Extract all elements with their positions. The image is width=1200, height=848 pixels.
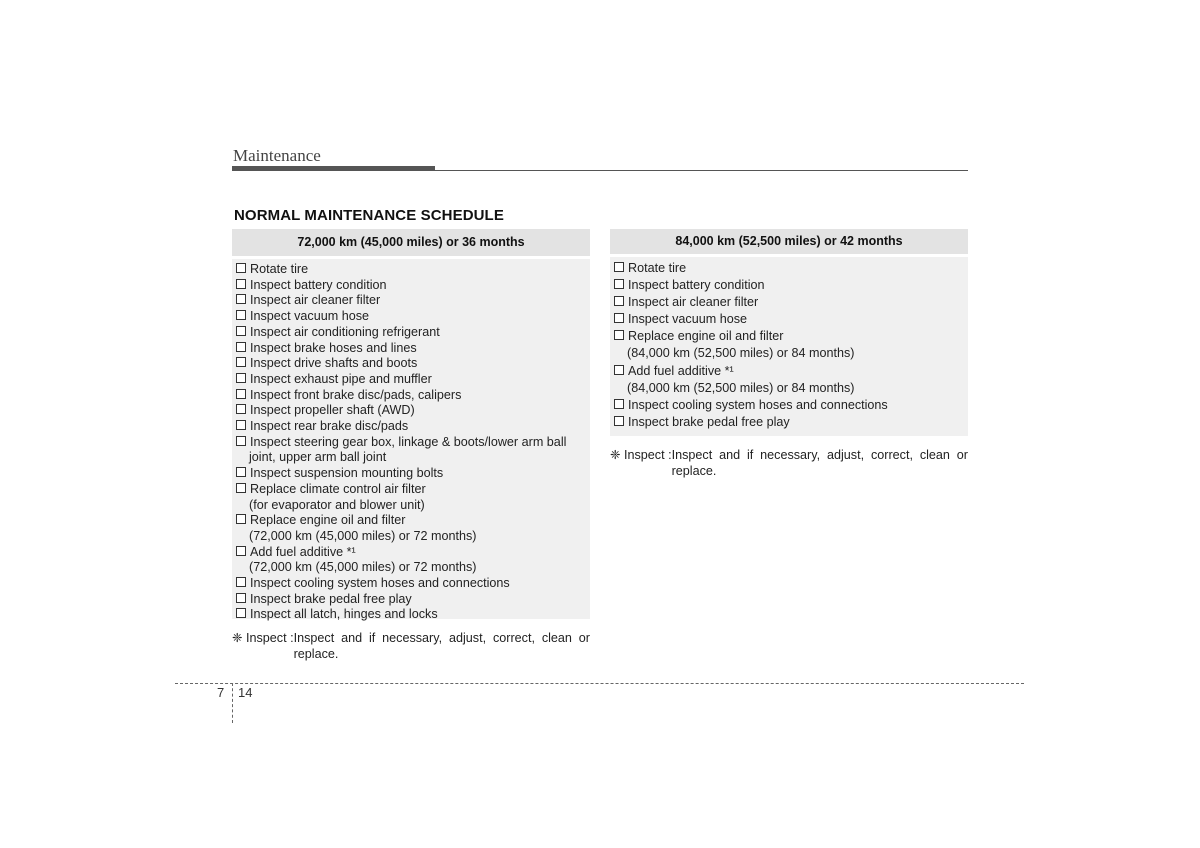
inspect-note — [610, 447, 968, 479]
item-continuation: (72,000 km (45,000 miles) or 72 months) — [249, 560, 477, 575]
checklist-box — [610, 257, 968, 436]
checklist-item: Inspect battery condition — [236, 278, 586, 294]
checkbox-icon — [614, 279, 624, 289]
checklist-box — [232, 259, 590, 622]
checkbox-icon — [236, 467, 246, 477]
checklist-item: Replace engine oil and filter (72,000 km (45,000 miles) or 72 months) — [236, 513, 586, 544]
checkbox-icon — [614, 262, 624, 272]
note-symbol-icon: ❈ — [232, 631, 243, 645]
note-label: Inspect : — [624, 448, 672, 462]
checkbox-icon — [614, 313, 624, 323]
checkbox-icon — [236, 404, 246, 414]
footer-rule — [175, 683, 1024, 684]
checklist-item: Inspect cooling system hoses and connections — [236, 576, 586, 592]
checkbox-icon — [236, 436, 246, 446]
checkbox-icon — [614, 365, 624, 375]
note-text: Inspect and if necessary, adjust, correct, clean or replace. — [671, 448, 968, 478]
footer-divider — [232, 683, 233, 723]
checkbox-icon — [236, 357, 246, 367]
note-symbol-icon: ❈ — [610, 448, 621, 462]
checklist-item: Inspect brake pedal free play — [236, 592, 586, 608]
checklist-item: Inspect cooling system hoses and connections — [614, 397, 964, 414]
checkbox-icon — [236, 342, 246, 352]
checklist-item: Replace climate control air filter (for evaporator and blower unit) — [236, 482, 586, 513]
checklist-item: Inspect rear brake disc/pads — [236, 419, 586, 435]
checkbox-icon — [236, 279, 246, 289]
note-text: Inspect and if necessary, adjust, correct, clean or replace. — [293, 631, 590, 661]
checkbox-icon — [236, 483, 246, 493]
checkbox-icon — [614, 399, 624, 409]
checkbox-icon — [614, 330, 624, 340]
checkbox-icon — [236, 593, 246, 603]
checkbox-icon — [236, 514, 246, 524]
checklist-item: Inspect brake pedal free play — [614, 414, 964, 431]
checklist-item: Inspect brake hoses and lines — [236, 341, 586, 357]
item-continuation: (72,000 km (45,000 miles) or 72 months) — [249, 528, 477, 543]
chapter-number: 7 — [217, 685, 225, 700]
checkbox-icon — [236, 608, 246, 618]
page-number: 14 — [238, 685, 253, 700]
checklist-item: Inspect vacuum hose — [614, 311, 964, 328]
checklist-item: Inspect battery condition — [614, 277, 964, 294]
schedule-column-72000 — [232, 229, 590, 662]
item-continuation: (84,000 km (52,500 miles) or 84 months) — [627, 380, 855, 395]
checklist-item: Inspect steering gear box, linkage & boots/lower arm ball joint, upper arm ball joint — [236, 435, 586, 466]
section-title: Maintenance — [233, 146, 321, 165]
note-label: Inspect : — [246, 631, 294, 645]
checkbox-icon — [614, 296, 624, 306]
item-continuation: joint, upper arm ball joint — [249, 450, 387, 465]
schedule-column-84000 — [610, 229, 968, 479]
checklist-item: Add fuel additive *¹ (84,000 km (52,500 miles) or 84 months) — [614, 363, 964, 397]
checkbox-icon — [236, 389, 246, 399]
checkbox-icon — [236, 373, 246, 383]
inspect-note — [232, 630, 590, 662]
checklist-item: Inspect front brake disc/pads, calipers — [236, 388, 586, 404]
checkbox-icon — [236, 326, 246, 336]
checklist-item: Inspect exhaust pipe and muffler — [236, 372, 586, 388]
checklist-item: Inspect air cleaner filter — [236, 293, 586, 309]
checkbox-icon — [236, 577, 246, 587]
checkbox-icon — [236, 546, 246, 556]
checklist-item: Inspect all latch, hinges and locks — [236, 607, 586, 623]
checklist-item: Inspect air conditioning refrigerant — [236, 325, 586, 341]
checkbox-icon — [236, 420, 246, 430]
checkbox-icon — [236, 310, 246, 320]
checklist-item: Inspect drive shafts and boots — [236, 356, 586, 372]
item-continuation: (84,000 km (52,500 miles) or 84 months) — [627, 346, 855, 361]
checklist-item: Add fuel additive *¹ (72,000 km (45,000 miles) or 72 months) — [236, 545, 586, 576]
page-title: NORMAL MAINTENANCE SCHEDULE — [234, 207, 504, 224]
checkbox-icon — [614, 416, 624, 426]
checklist-item: Rotate tire — [236, 262, 586, 278]
checklist-item: Inspect vacuum hose — [236, 309, 586, 325]
checkbox-icon — [236, 294, 246, 304]
column-heading: 84,000 km (52,500 miles) or 42 months — [610, 229, 968, 254]
item-continuation: (for evaporator and blower unit) — [249, 497, 425, 512]
checklist-item: Inspect suspension mounting bolts — [236, 466, 586, 482]
column-heading: 72,000 km (45,000 miles) or 36 months — [232, 229, 590, 256]
checkbox-icon — [236, 263, 246, 273]
checklist-item: Inspect propeller shaft (AWD) — [236, 403, 586, 419]
checklist-item: Rotate tire — [614, 260, 964, 277]
checklist-item: Inspect air cleaner filter — [614, 294, 964, 311]
header-rule-thin — [232, 170, 968, 171]
checklist-item: Replace engine oil and filter (84,000 km (52,500 miles) or 84 months) — [614, 328, 964, 362]
